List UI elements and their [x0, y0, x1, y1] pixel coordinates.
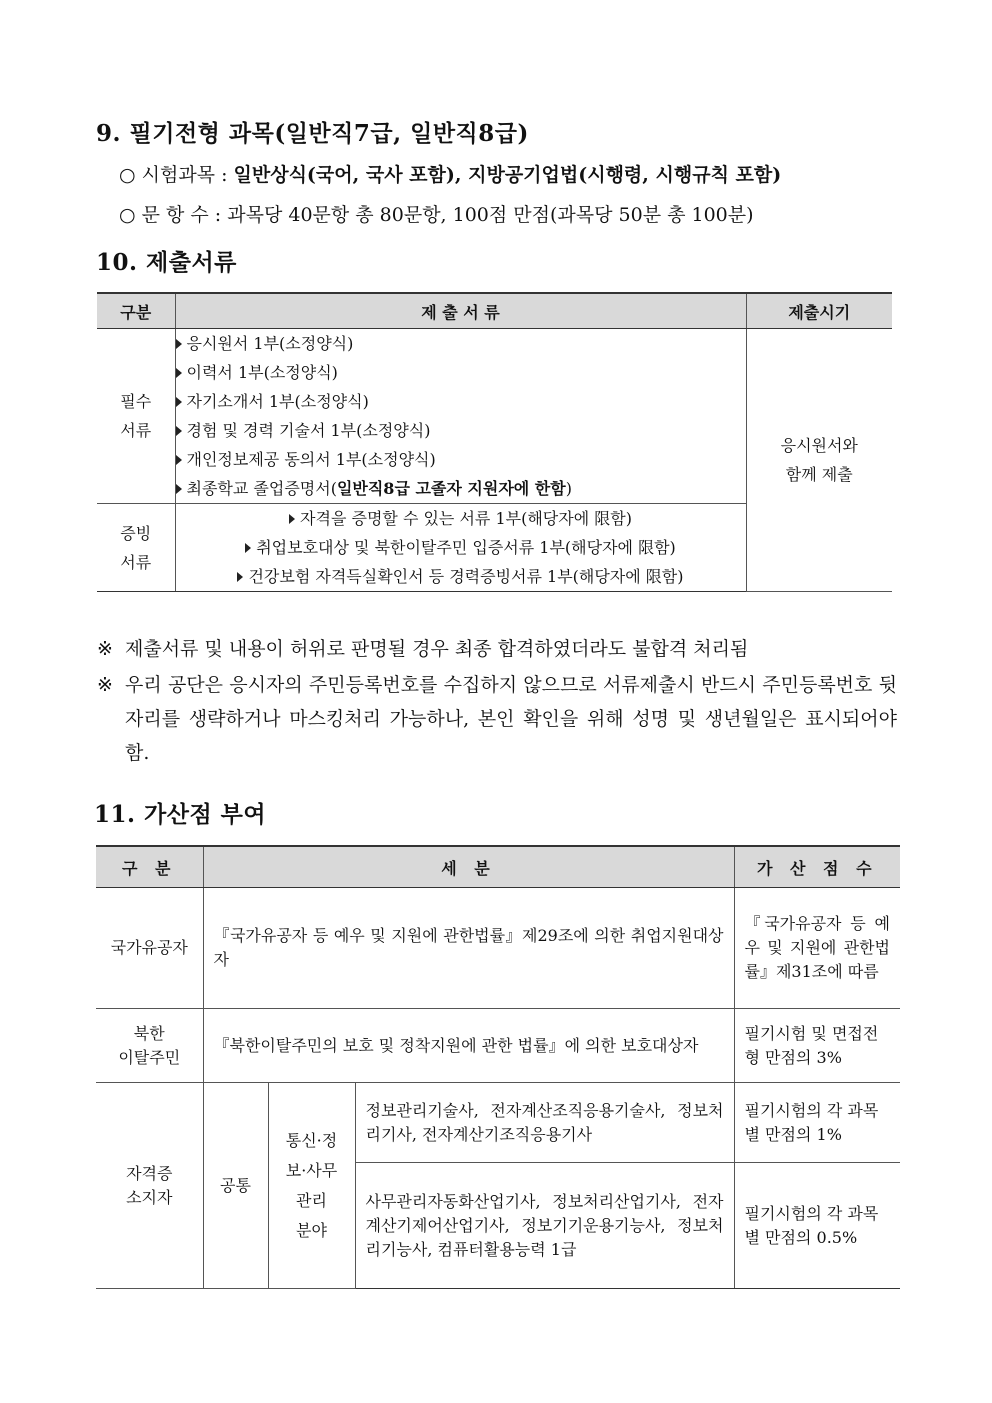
category-national-merit: 국가유공자 — [96, 888, 203, 1009]
question-count-line — [119, 200, 754, 227]
category-line-2: 이탈주민 — [118, 1047, 181, 1067]
exam-subjects-line — [119, 160, 781, 187]
field-label — [268, 1083, 355, 1289]
section-10-title: 10. 제출서류 — [96, 249, 237, 276]
header-points: 가 산 점 수 — [734, 846, 900, 888]
item-text: 자격을 증명할 수 있는 서류 1부(해당자에 限함) — [300, 509, 632, 528]
list-item — [176, 416, 746, 445]
field-line-1: 통신·정 — [285, 1130, 338, 1150]
header-timing: 제출시기 — [746, 293, 892, 329]
table-row — [96, 888, 900, 1009]
triangle-bullet-icon — [176, 484, 182, 494]
certs-group-b: 사무관리자동화산업기사, 정보처리산업기사, 전자계산기제어산업기사, 정보기기운용기능사, 정보처리기능사, 컴퓨터활용능력 1급 — [355, 1163, 734, 1289]
required-docs-list — [175, 329, 746, 504]
table-row — [96, 1009, 900, 1083]
triangle-bullet-icon — [176, 339, 182, 349]
category-defector — [96, 1009, 203, 1083]
bonus-table-header — [96, 846, 900, 888]
list-item — [176, 358, 746, 387]
proof-docs-label — [97, 504, 175, 592]
table-row — [96, 1083, 900, 1163]
category-line-1: 자격증 — [126, 1163, 173, 1183]
triangle-bullet-icon — [237, 572, 243, 582]
required-label-1: 필수 — [120, 392, 152, 411]
documents-table-header — [97, 293, 892, 329]
note-text: 우리 공단은 응시자의 주민등록번호를 수집하지 않으므로 서류제출시 반드시 주민등록번호 뒷자리를 생략하거나 마스킹처리 가능하나, 본인 확인을 위해 성명 및 생년월일은 표시되어야 함. — [125, 674, 897, 764]
triangle-bullet-icon — [176, 426, 182, 436]
question-count-value: 과목당 40문항 총 80문항, 100점 만점(과목당 50분 총 100분) — [227, 204, 754, 226]
header-category: 구 분 — [96, 846, 203, 888]
question-count-label: ○ 문 항 수 : — [119, 204, 228, 226]
proof-docs-list — [175, 504, 746, 592]
note-resident-number — [97, 668, 897, 770]
exam-subjects-label: ○ 시험과목 : — [119, 164, 234, 186]
list-item — [176, 445, 746, 474]
triangle-bullet-icon — [176, 455, 182, 465]
detail-national-merit: 『국가유공자 등 예우 및 지원에 관한법률』제29조에 의한 취업지원대상자 — [203, 888, 734, 1009]
proof-label-2: 서류 — [120, 552, 152, 572]
header-category: 구분 — [97, 293, 175, 329]
item-text: 응시원서 1부(소정양식) — [186, 334, 354, 353]
item-text: 이력서 1부(소정양식) — [186, 363, 338, 382]
triangle-bullet-icon — [176, 368, 182, 378]
list-item — [176, 533, 746, 562]
item-text: 개인정보제공 동의서 1부(소정양식) — [186, 450, 436, 469]
item-text: 취업보호대상 및 북한이탈주민 입증서류 1부(해당자에 限함) — [256, 538, 676, 557]
header-detail: 세 분 — [203, 846, 734, 888]
common-label: 공통 — [203, 1083, 268, 1289]
item-text: ) — [565, 479, 572, 498]
field-line-3: 관리 — [296, 1190, 327, 1210]
note-text: 제출서류 및 내용이 허위로 판명될 경우 최종 합격하였더라도 불합격 처리됨 — [125, 638, 749, 660]
list-item — [176, 504, 746, 533]
documents-table — [97, 292, 892, 592]
timing-line-2: 함께 제출 — [785, 465, 853, 484]
category-line-2: 소지자 — [126, 1187, 173, 1207]
item-text: 경험 및 경력 기술서 1부(소정양식) — [186, 421, 431, 440]
points-group-b: 필기시험의 각 과목별 만점의 0.5% — [734, 1163, 900, 1289]
note-mark: ※ — [97, 674, 113, 696]
required-label-2: 서류 — [120, 421, 152, 440]
bonus-points-table — [96, 845, 900, 1289]
points-national-merit: 『국가유공자 등 예우 및 지원에 관한법률』제31조에 따름 — [734, 888, 900, 1009]
detail-defector: 『북한이탈주민의 보호 및 정착지원에 관한 법률』에 의한 보호대상자 — [203, 1009, 734, 1083]
category-certificate — [96, 1083, 203, 1289]
required-docs-label — [97, 329, 175, 504]
triangle-bullet-icon — [176, 397, 182, 407]
category-line-1: 북한 — [133, 1023, 165, 1043]
item-text: 최종학교 졸업증명서( — [186, 479, 337, 498]
note-mark: ※ — [97, 638, 113, 660]
certs-group-a: 정보관리기술사, 전자계산조직응용기술사, 정보처리기사, 전자계산기조직응용기사 — [355, 1083, 734, 1163]
field-line-4: 분야 — [296, 1220, 327, 1240]
item-text: 건강보험 자격득실확인서 등 경력증빙서류 1부(해당자에 限함) — [248, 567, 684, 586]
points-defector: 필기시험 및 면접전형 만점의 3% — [734, 1009, 900, 1083]
section-9-title: 9. 필기전형 과목(일반직7급, 일반직8급) — [96, 120, 529, 147]
submission-timing — [746, 329, 892, 592]
header-documents: 제 출 서 류 — [175, 293, 746, 329]
list-item — [176, 562, 746, 591]
list-item — [176, 474, 746, 503]
triangle-bullet-icon — [289, 514, 295, 524]
exam-subjects-value: 일반상식(국어, 국사 포함), 지방공기업법(시행령, 시행규칙 포함) — [233, 164, 782, 186]
required-docs-row — [97, 329, 892, 504]
points-group-a: 필기시험의 각 과목별 만점의 1% — [734, 1083, 900, 1163]
item-text-bold: 일반직8급 고졸자 지원자에 한함 — [336, 479, 566, 498]
note-false-documents — [97, 632, 897, 666]
timing-line-1: 응시원서와 — [780, 436, 858, 455]
section-11-title: 11. 가산점 부여 — [94, 801, 267, 828]
proof-label-1: 증빙 — [120, 523, 152, 543]
item-text: 자기소개서 1부(소정양식) — [186, 392, 369, 411]
list-item — [176, 387, 746, 416]
triangle-bullet-icon — [245, 543, 251, 553]
list-item — [176, 329, 746, 358]
field-line-2: 보·사무 — [285, 1160, 338, 1180]
